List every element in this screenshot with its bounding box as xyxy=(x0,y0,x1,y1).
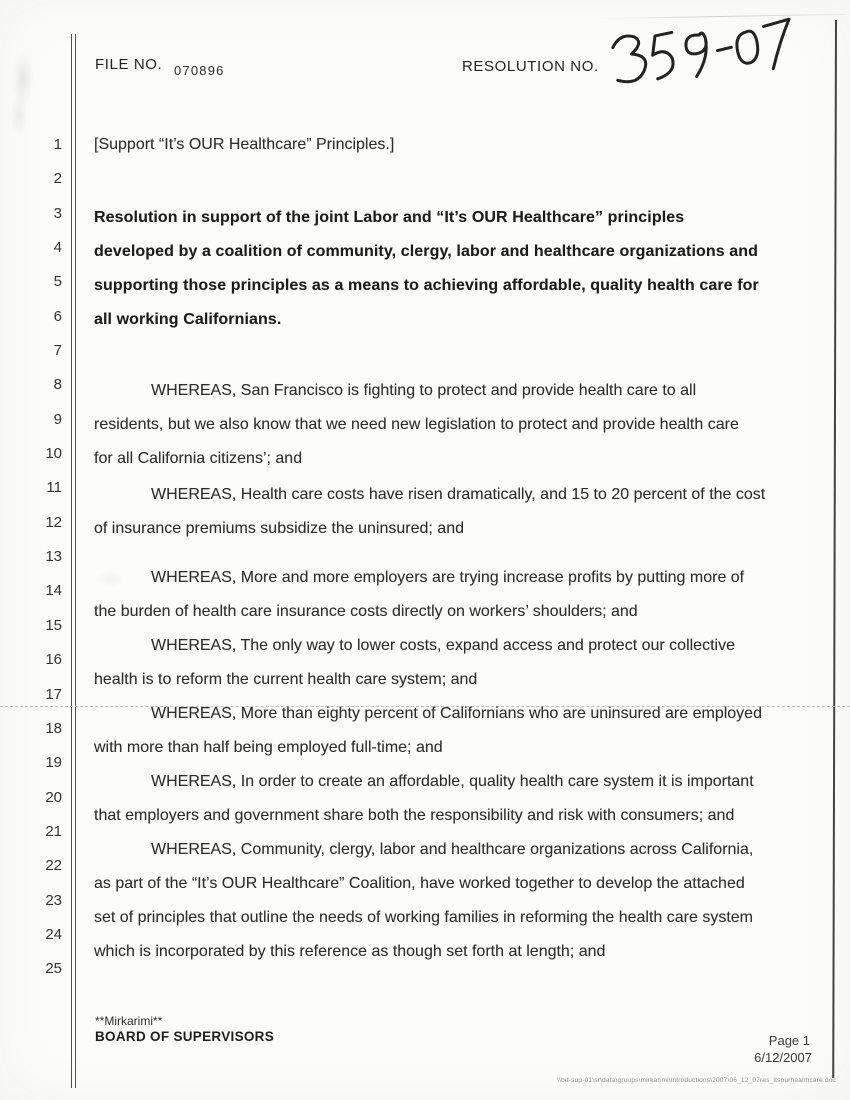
line-number: 13 xyxy=(45,548,62,566)
text-line: health is to reform the current health care system; and xyxy=(94,671,478,688)
footer-page-number: Page 1 xyxy=(768,1033,810,1048)
footer-board-of-supervisors: BOARD OF SUPERVISORS xyxy=(95,1029,275,1044)
line-number: 5 xyxy=(53,273,62,291)
text-line: WHEREAS, More than eighty percent of Californians who are uninsured are employed xyxy=(151,705,762,722)
line-number: 7 xyxy=(53,342,62,360)
line-number: 18 xyxy=(45,719,62,737)
scan-smudge xyxy=(12,52,34,107)
line-number: 24 xyxy=(45,925,62,943)
text-line: [Support “It’s OUR Healthcare” Principles.] xyxy=(94,136,395,153)
text-line: WHEREAS, San Francisco is fighting to protect and provide health care to all xyxy=(151,382,697,399)
text-line: set of principles that outline the needs of working families in reforming the health care system xyxy=(94,909,753,926)
line-number: 23 xyxy=(45,891,62,909)
line-number: 6 xyxy=(53,307,62,325)
line-number: 19 xyxy=(45,754,62,772)
text-line: with more than half being employed full-time; and xyxy=(94,739,443,756)
line-number: 4 xyxy=(53,239,62,257)
handwriting-strokes xyxy=(606,18,796,96)
right-edge-scan-line xyxy=(832,20,837,1078)
text-line: of insurance premiums subsidize the uninsured; and xyxy=(94,520,464,537)
left-margin-double-rule xyxy=(71,34,76,1088)
line-number-column xyxy=(24,128,62,987)
line-number: 15 xyxy=(45,616,62,634)
line-number: 2 xyxy=(53,170,62,188)
line-number: 22 xyxy=(45,857,62,875)
text-line: supporting those principles as a means to achieving affordable, quality health care for xyxy=(94,277,759,294)
line-number: 12 xyxy=(45,513,62,531)
text-line: for all California citizens’; and xyxy=(94,450,303,467)
line-number: 25 xyxy=(45,960,62,978)
footer-file-path: \\bd-sup-01\sr\data\groups\mirkarimi\introductions\2007\06_12_07res_itsourhealthcare.doc xyxy=(557,1077,836,1084)
line-number: 21 xyxy=(45,822,62,840)
line-number: 14 xyxy=(45,582,62,600)
text-line: WHEREAS, The only way to lower costs, expand access and protect our collective xyxy=(151,637,735,654)
text-line: that employers and government share both the responsibility and risk with consumers; and xyxy=(94,807,735,824)
text-line: the burden of health care insurance costs directly on workers’ shoulders; and xyxy=(94,603,638,620)
line-number: 1 xyxy=(53,136,62,153)
line-number: 8 xyxy=(53,376,62,394)
file-no-value: 070896 xyxy=(174,63,225,78)
line-number: 11 xyxy=(46,479,62,497)
text-line: as part of the “It’s OUR Healthcare” Coalition, have worked together to develop the attached xyxy=(94,875,745,892)
text-line: which is incorporated by this reference as though set forth at length; and xyxy=(94,943,606,960)
text-line: Resolution in support of the joint Labor and “It’s OUR Healthcare” principles xyxy=(94,209,685,226)
line-number: 16 xyxy=(45,651,62,669)
text-line: WHEREAS, In order to create an affordable, quality health care system it is important xyxy=(151,773,754,790)
resolution-number-handwritten xyxy=(606,18,796,96)
line-number: 10 xyxy=(45,445,62,463)
resolution-no-label: RESOLUTION NO. xyxy=(462,58,599,75)
footer-date: 6/12/2007 xyxy=(754,1050,812,1065)
footer-sponsor: **Mirkarimi** xyxy=(95,1014,163,1028)
text-line: WHEREAS, More and more employers are trying increase profits by putting more of xyxy=(151,569,745,586)
line-number: 20 xyxy=(45,788,62,806)
line-number: 3 xyxy=(53,204,62,222)
text-line: WHEREAS, Health care costs have risen dramatically, and 15 to 20 percent of the cost xyxy=(151,486,766,503)
text-line: residents, but we also know that we need new legislation to protect and provide health care xyxy=(94,416,739,433)
line-number: 9 xyxy=(53,410,62,428)
text-line: developed by a coalition of community, clergy, labor and healthcare organizations and xyxy=(94,243,759,260)
text-line: all working Californians. xyxy=(94,311,282,328)
line-number: 17 xyxy=(45,685,62,703)
file-no-label: FILE NO. xyxy=(95,56,163,73)
document-body xyxy=(94,128,814,969)
text-line: WHEREAS, Community, clergy, labor and healthcare organizations across California, xyxy=(151,841,754,858)
